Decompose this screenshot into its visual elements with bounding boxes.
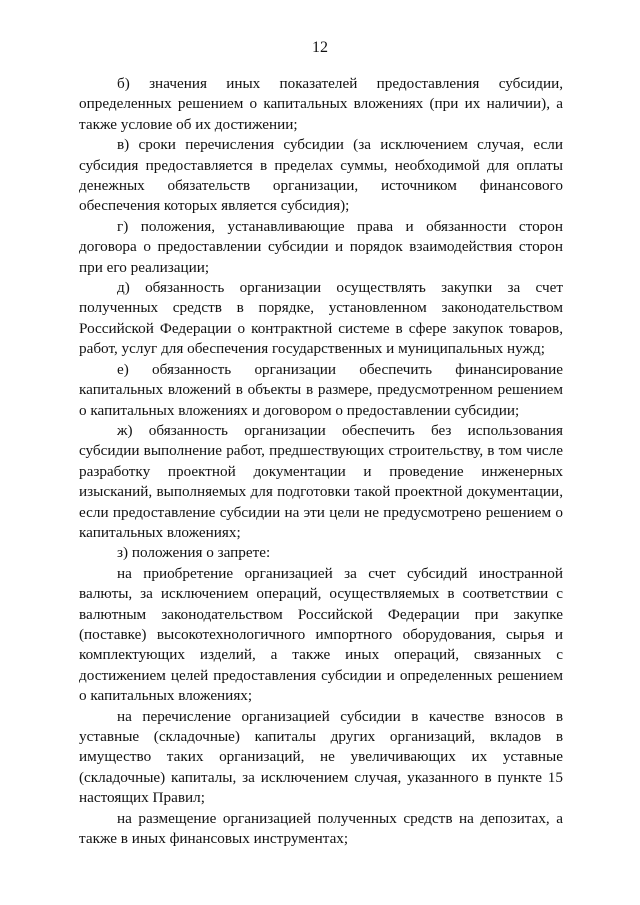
- paragraph-d: д) обязанность организации осуществлять закупки за счет полученных средств в порядке, установленном законодательством Российской Федерации о контрактной системе в сфере закупок товаров, работ, услуг для обеспечения государственных и муниципальных нужд;: [79, 279, 563, 358]
- prohibition-currency: на приобретение организацией за счет субсидий иностранной валюты, за исключением операций, осуществляемых в соответствии с валютным законодательством Российской Федерации при закупке (поставке) высокотехнологичного импортного оборудования, сырья и комплектующих изделий, а также иных операций, связанных с достижением целей предоставления субсидии и определенных решением о капитальных вложениях;: [79, 564, 563, 705]
- paragraph-z: з) положения о запрете:: [117, 544, 271, 562]
- paragraph-zh: ж) обязанность организации обеспечить без использования субсидии выполнение работ, предшествующих строительству, в том числе разработку проектной документации и проведение инженерных изысканий, выполняемых для подготовки такой проектной документации, если предоставление субсидии на эти цели не предусмотрено решением о капитальных вложениях;: [79, 421, 563, 541]
- paragraph-b: б) значения иных показателей предоставления субсидии, определенных решением о капитальных вложениях (при их наличии), а также условие об их достижении;: [79, 75, 563, 133]
- prohibition-deposits: на размещение организацией полученных средств на депозитах, а также в иных финансовых инструментах;: [79, 809, 563, 848]
- paragraph-g: г) положения, устанавливающие права и обязанности сторон договора о предоставлении субсидии и порядок взаимодействия сторон при его реализации;: [79, 217, 563, 276]
- document-body: [79, 74, 563, 849]
- paragraph-e: е) обязанность организации обеспечить финансирование капитальных вложений в объекты в размере, предусмотренном решением о капитальных вложениях и договором о предоставлении субсидии;: [79, 360, 563, 419]
- paragraph-v: в) сроки перечисления субсидии (за исключением случая, если субсидия предоставляется в пределах суммы, необходимой для оплаты денежных обязательств организации, источником финансового обеспечения которых является субсидия);: [79, 136, 563, 215]
- page-number: 12: [312, 39, 328, 56]
- prohibition-capital-contributions: на перечисление организацией субсидии в качестве взносов в уставные (складочные) капиталы других организаций, вкладов в имущество таких организаций, не увеличивающих их уставные (складочные) капиталы, за исключением случая, указанного в пункте 15 настоящих Правил;: [79, 707, 563, 807]
